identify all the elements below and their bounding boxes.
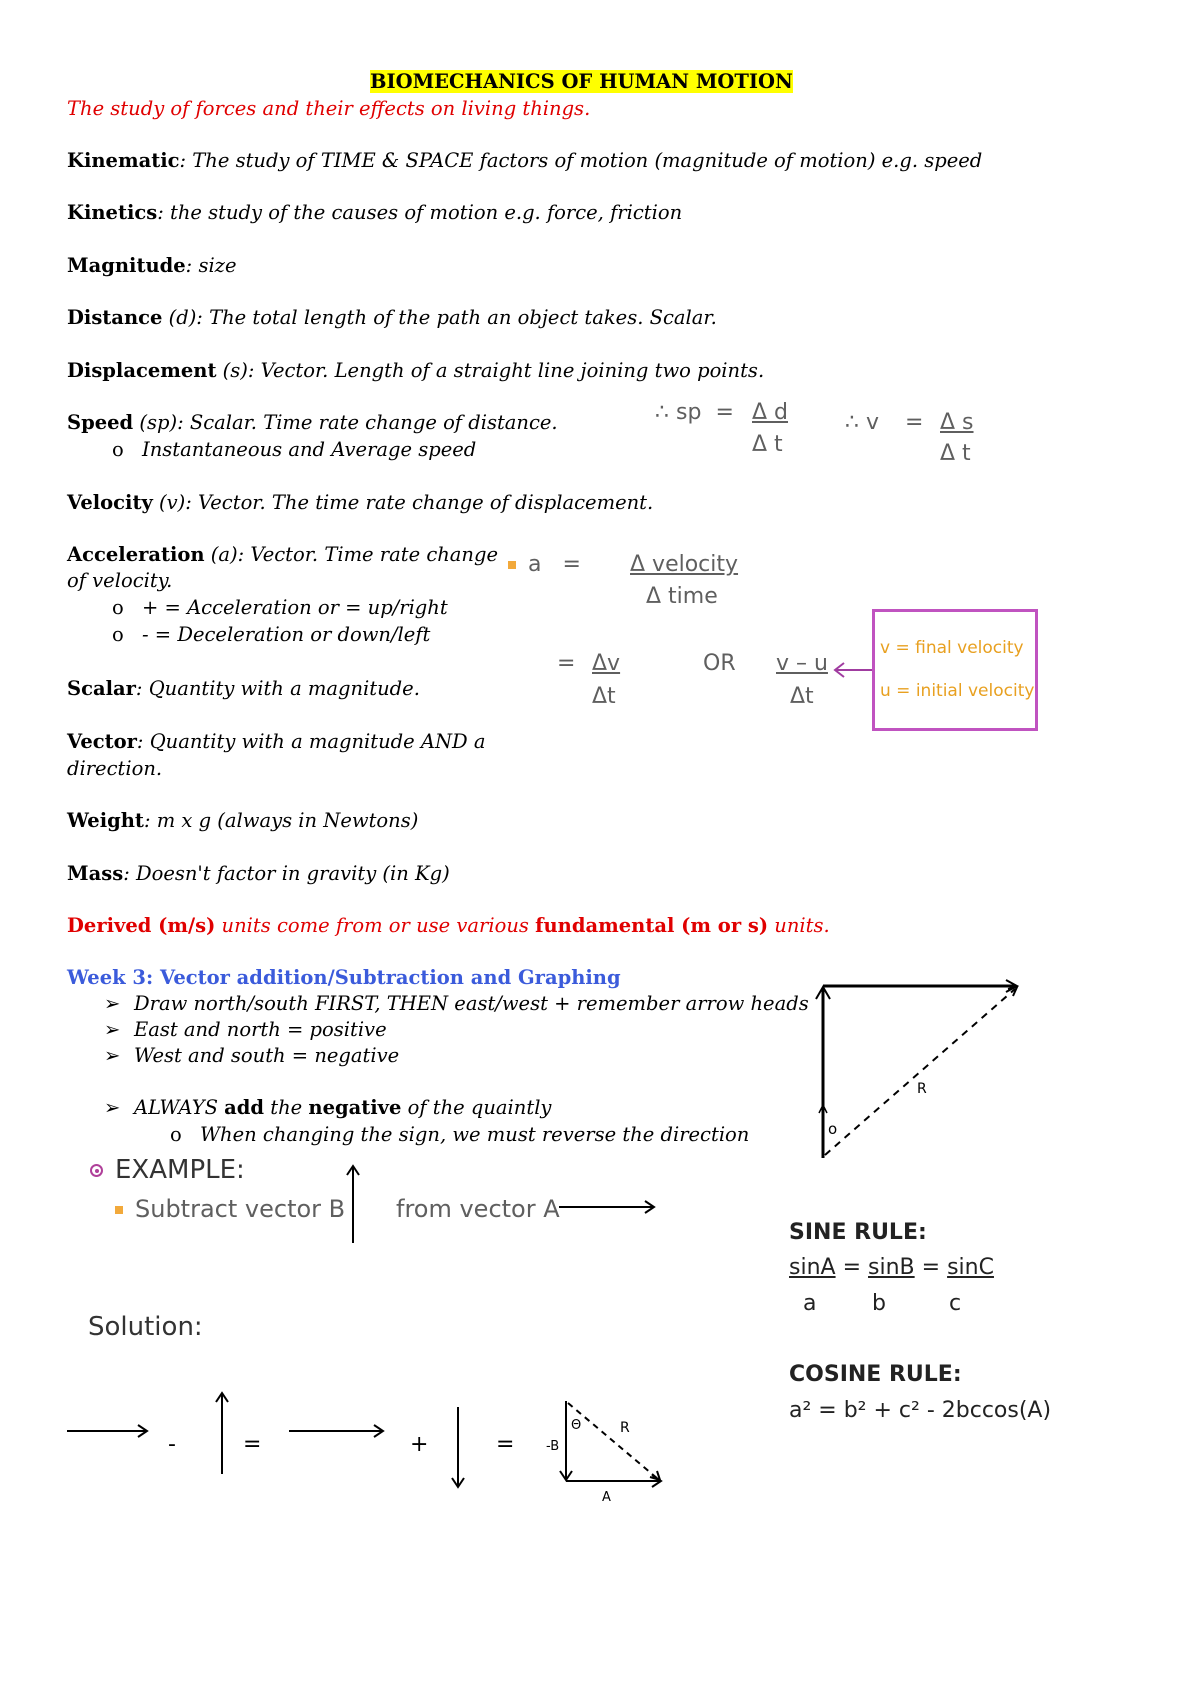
vector-a-arrow-icon [64, 1422, 150, 1440]
arrow-bullet-icon: ➢ [104, 1044, 121, 1067]
formula-velocity-den: Δ t [940, 441, 971, 466]
velocity-legend-box [872, 609, 1038, 731]
formula-or: OR [703, 651, 736, 676]
example-heading: EXAMPLE: [90, 1155, 245, 1185]
example-subtract: Subtract vector B [115, 1195, 345, 1223]
formula-dt: Δt [592, 684, 616, 709]
page-title: BIOMECHANICS OF HUMAN MOTION [370, 70, 793, 93]
vector-b-up-arrow-icon [343, 1163, 363, 1245]
triangle-label-neg-b: -B [546, 1439, 560, 1454]
negative-b-arrow-icon [448, 1404, 468, 1490]
formula-velocity-num: Δ s [940, 410, 974, 435]
vector-triangle-diagram [810, 975, 1030, 1165]
def-acceleration-cont: of velocity. [67, 569, 173, 592]
arrow-bullet-icon: ➢ [104, 1096, 121, 1119]
def-magnitude: Magnitude: size [67, 254, 237, 277]
formula-accel-den: Δ time [646, 584, 718, 609]
cosine-rule-heading: COSINE RULE: [789, 1362, 962, 1387]
square-bullet-icon [508, 561, 516, 569]
week3-bullet: ➢ East and north = positive [104, 1018, 387, 1041]
triangle-label-r: R [620, 1420, 630, 1436]
circle-bullet-icon [90, 1164, 103, 1177]
vector-a-arrow-icon [286, 1422, 386, 1440]
week3-heading: Week 3: Vector addition/Subtraction and Graphing [67, 966, 621, 989]
def-acceleration-sub2: o - = Deceleration or down/left [112, 623, 431, 646]
formula-accel-eq2: = [557, 651, 576, 676]
sine-rule-c: c [949, 1291, 962, 1316]
week3-bullet: ➢ West and south = negative [104, 1044, 400, 1067]
formula-accel-num: Δ velocity [630, 552, 739, 577]
sine-rule-b: b [872, 1291, 886, 1316]
square-bullet-icon [115, 1206, 123, 1214]
legend-final-velocity: v = final velocity [880, 638, 1024, 658]
cosine-rule-formula: a² = b² + c² - 2bccos(A) [789, 1398, 1052, 1423]
def-weight: Weight: m x g (always in Newtons) [67, 809, 419, 832]
vector-a-right-arrow-icon [556, 1198, 658, 1216]
formula-v-minus-u: v – u [776, 651, 828, 676]
formula-speed: ∴ sp = [655, 400, 734, 425]
triangle-label-theta: Θ [571, 1418, 582, 1433]
formula-velocity-eq: = [905, 410, 924, 435]
solution-equals: = [243, 1432, 262, 1457]
formula-accel: a = [508, 552, 581, 577]
formula-velocity: ∴ v [845, 410, 880, 435]
sine-rule-heading: SINE RULE: [789, 1220, 927, 1245]
formula-speed-den: Δ t [752, 432, 783, 457]
def-acceleration-sub1: o + = Acceleration or = up/right [112, 596, 448, 619]
def-acceleration: Acceleration (a): Vector. Time rate change [67, 543, 499, 566]
sine-rule-formula: sinA = sinB = sinC [789, 1255, 994, 1280]
def-velocity: Velocity (v): Vector. The time rate change of displacement. [67, 491, 654, 514]
formula-dv: Δv [592, 651, 621, 676]
week3-always: ➢ ALWAYS add the negative of the quaintly [104, 1096, 552, 1119]
def-mass: Mass: Doesn't factor in gravity (in Kg) [67, 862, 450, 885]
formula-dt2: Δt [790, 684, 814, 709]
solution-equals: = [496, 1432, 515, 1457]
vector-b-arrow-icon [212, 1390, 232, 1476]
week3-sub: o When changing the sign, we must reverse the direction [170, 1123, 750, 1146]
triangle-label-a: A [602, 1490, 611, 1505]
def-vector: Vector: Quantity with a magnitude AND a [67, 730, 486, 753]
solution-minus: - [168, 1432, 176, 1457]
def-vector-cont: direction. [67, 757, 163, 780]
def-displacement: Displacement (s): Vector. Length of a straight line joining two points. [67, 359, 765, 382]
formula-speed-num: Δ d [752, 400, 789, 425]
def-distance: Distance (d): The total length of the path an object takes. Scalar. [67, 306, 717, 329]
example-from: from vector A [396, 1195, 560, 1223]
def-speed-sub: o Instantaneous and Average speed [112, 438, 477, 461]
arrow-bullet-icon: ➢ [104, 992, 121, 1015]
solution-triangle [540, 1395, 670, 1490]
arrow-bullet-icon: ➢ [104, 1018, 121, 1041]
page-subtitle: The study of forces and their effects on living things. [67, 97, 591, 120]
diagram-label-o: o [828, 1120, 838, 1138]
def-kinetics: Kinetics: the study of the causes of motion e.g. force, friction [67, 201, 683, 224]
legend-initial-velocity: u = initial velocity [880, 681, 1035, 701]
solution-heading: Solution: [88, 1312, 203, 1342]
def-kinematic: Kinematic: The study of TIME & SPACE factors of motion (magnitude of motion) e.g. speed [67, 149, 983, 172]
solution-plus: + [410, 1432, 429, 1457]
sine-rule-a: a [803, 1291, 817, 1316]
derived-units-note: Derived (m/s) units come from or use various fundamental (m or s) units. [67, 914, 830, 937]
def-scalar: Scalar: Quantity with a magnitude. [67, 677, 420, 700]
pointer-arrow-icon [830, 660, 875, 680]
def-speed: Speed (sp): Scalar. Time rate change of distance. [67, 411, 558, 434]
week3-bullet: ➢ Draw north/south FIRST, THEN east/west + remember arrow heads [104, 992, 809, 1015]
diagram-label-r: R [917, 1081, 927, 1097]
